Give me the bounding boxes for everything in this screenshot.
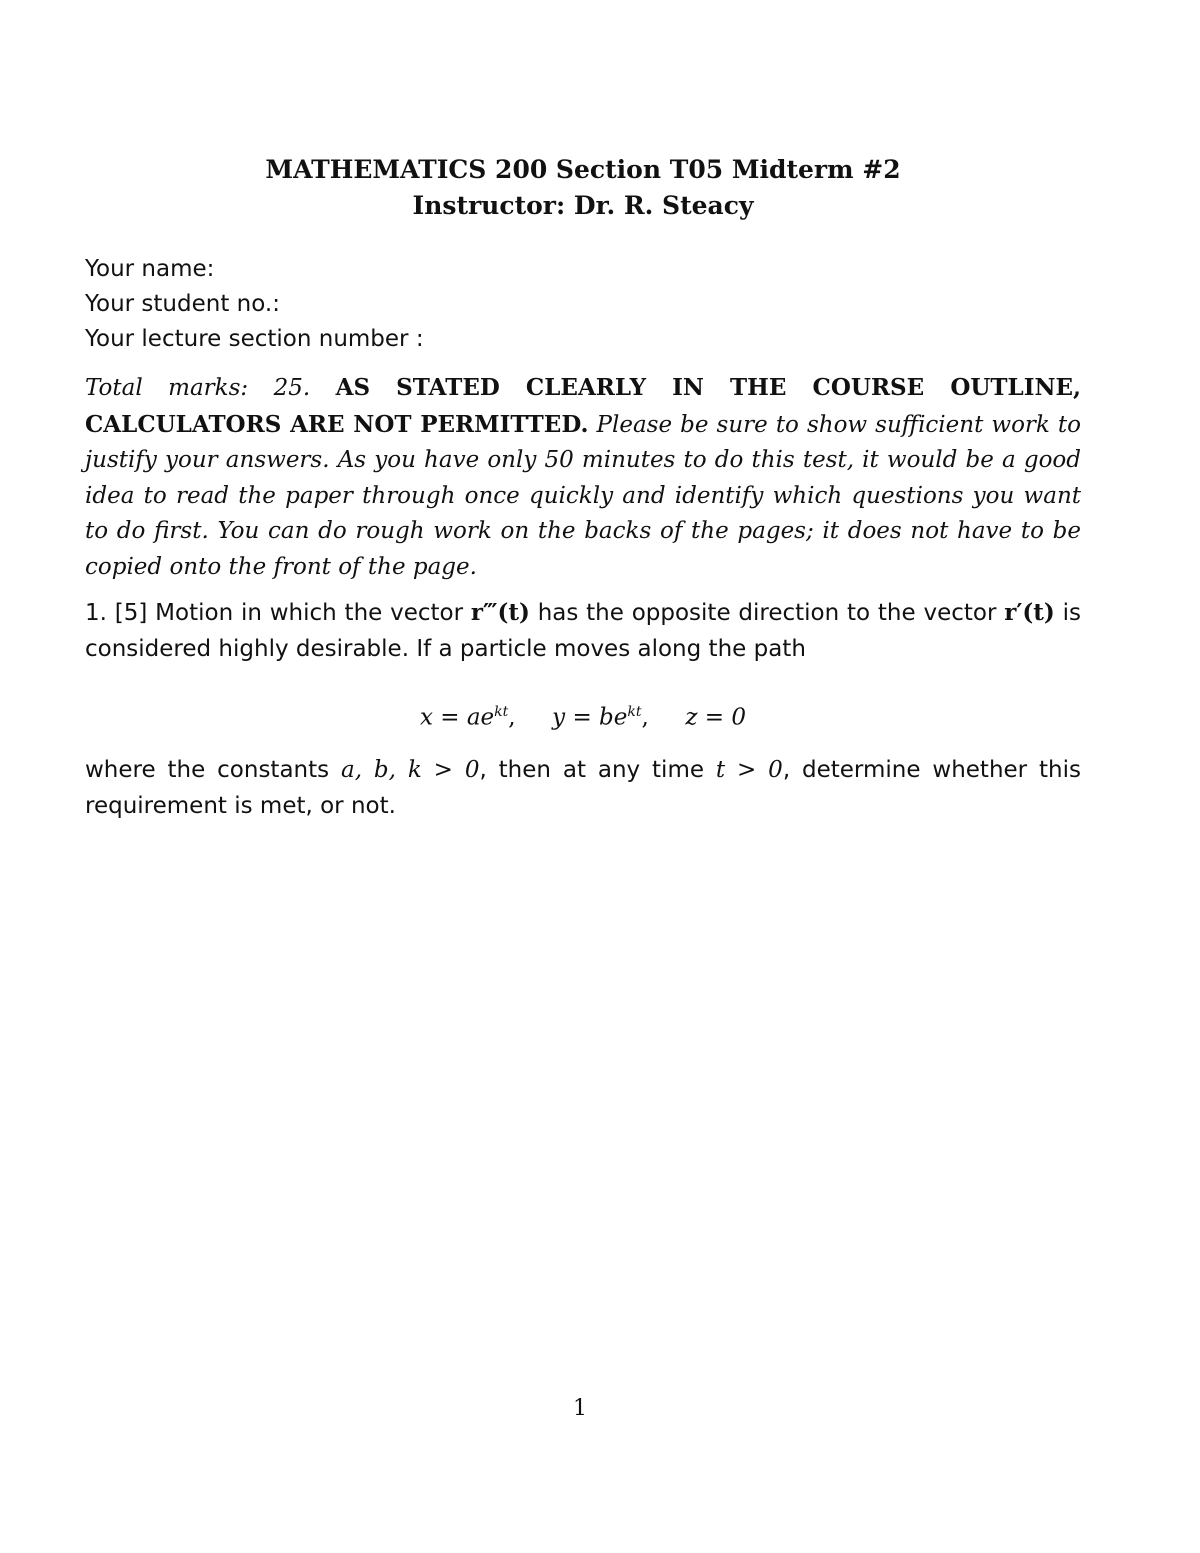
equation-x-exponent: kt (494, 704, 509, 720)
question-number: 1. (85, 600, 107, 626)
question-marks: [5] (114, 600, 148, 626)
vector-r-prime: r′(t) (1004, 599, 1055, 626)
time-condition: t > 0 (715, 757, 783, 783)
equation-x: x = ae (419, 704, 495, 731)
page-number: 1 (573, 1396, 587, 1421)
total-marks: Total marks: 25. (85, 375, 311, 401)
student-number-field-label: Your student no.: (85, 291, 280, 317)
title-block (0, 152, 1166, 224)
exam-title: MATHEMATICS 200 Section T05 Midterm #2 (265, 155, 901, 184)
constants-condition: a, b, k > 0 (341, 757, 480, 783)
question-text-c: is considered highly desirable. If a particle moves along the path (85, 600, 1081, 662)
instructions-body: Please be sure to show sufficient work to justify your answers. As you have only 50 minutes to do this test, it would be a good idea to read the paper through once quickly and identify which questions you want to do first. You can do rough work on the backs of the pages; it does not have to be copied onto the front of the page. (85, 411, 1081, 580)
question-text-f: , determine whether this requirement is met, or not. (85, 757, 1081, 819)
question-text-d: where the constants (85, 757, 330, 783)
question-text-a: Motion in which the vector (155, 600, 464, 626)
vector-r-triple-prime: r‴(t) (470, 599, 530, 626)
question-text-e: , then at any time (479, 757, 704, 783)
equation-y: y = be (552, 704, 628, 731)
student-info-fields (85, 252, 1085, 357)
question-text-b: has the opposite direction to the vector (537, 600, 997, 626)
calculator-warning: AS STATED CLEARLY IN THE COURSE OUTLINE, CALCULATORS ARE NOT PERMITTED. (85, 374, 1082, 438)
equation-y-exponent: kt (627, 704, 642, 720)
instructions-paragraph (85, 370, 1081, 585)
lecture-section-field-label: Your lecture section number : (85, 326, 424, 352)
instructor-line: Instructor: Dr. R. Steacy (412, 191, 754, 220)
equation-z: z = 0 (685, 704, 747, 731)
path-equation: $x = ae^{kt}$, $y = be^{kt}$, z = 0 (419, 704, 747, 731)
name-field-label: Your name: (85, 256, 215, 282)
question-1-conclusion (85, 753, 1081, 824)
question-1-prompt (85, 595, 1081, 667)
